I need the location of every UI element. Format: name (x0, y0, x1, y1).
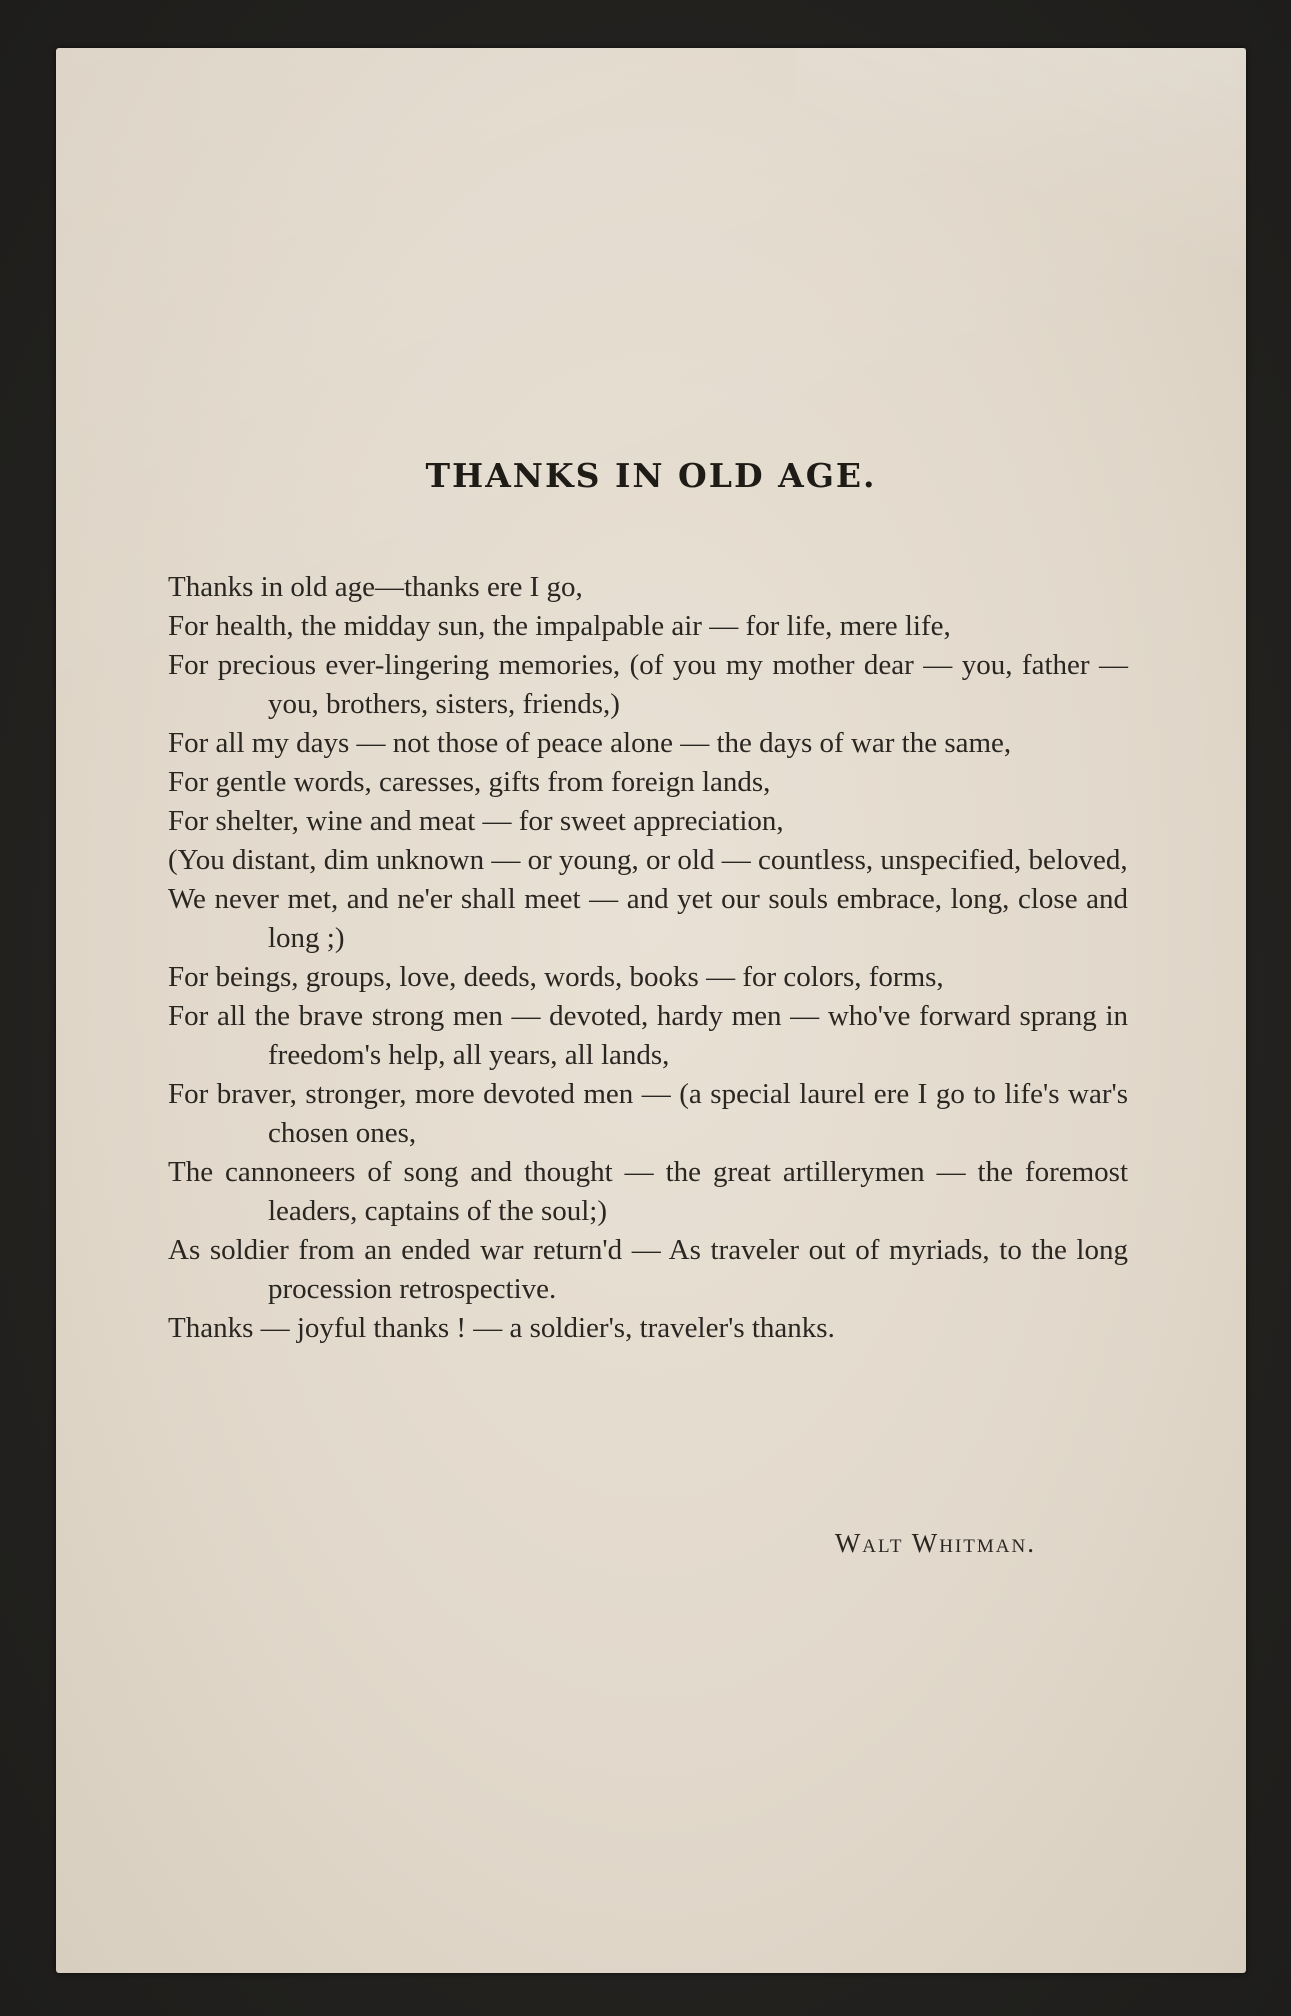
poem-line: The cannoneers of song and thought — the great artillerymen — the foremost leaders, captains of the soul;) (168, 1156, 1128, 1227)
poem-line: For all the brave strong men — devoted, hardy men — who've forward sprang in freedom's help, all years, all lands, (168, 1000, 1128, 1071)
poem-line: For all my days — not those of peace alone — the days of war the same, (168, 727, 1012, 759)
poem-title: THANKS IN OLD AGE. (425, 456, 877, 495)
poem-line: For beings, groups, love, deeds, words, books — for colors, forms, (168, 961, 944, 993)
paper-fold-shading (796, 48, 1246, 308)
poem-line: For braver, stronger, more devoted men — (a special laurel ere I go to life's war's chosen ones, (168, 1078, 1128, 1149)
poem-body (168, 568, 1128, 1348)
poem-line: (You distant, dim unknown — or young, or old — countless, unspecified, beloved, (168, 844, 1128, 876)
poem-line: For precious ever-lingering memories, (of you my mother dear — you, father — you, brothers, sisters, friends,) (168, 649, 1128, 720)
poem-line: For gentle words, caresses, gifts from foreign lands, (168, 766, 771, 798)
poem-line: For health, the midday sun, the impalpable air — for life, mere life, (168, 610, 951, 642)
poem-line: Thanks in old age—thanks ere I go, (168, 571, 583, 603)
poem-line: Thanks — joyful thanks ! — a soldier's, traveler's thanks. (168, 1312, 835, 1344)
poem-line: We never met, and ne'er shall meet — and yet our souls embrace, long, close and long ;) (168, 883, 1128, 954)
poem-line: As soldier from an ended war return'd — As traveler out of myriads, to the long procession retrospective. (168, 1234, 1128, 1305)
author-signature: Walt Whitman. (834, 1528, 1036, 1558)
poem-line: For shelter, wine and meat — for sweet appreciation, (168, 805, 784, 837)
printed-sheet (56, 48, 1246, 1973)
